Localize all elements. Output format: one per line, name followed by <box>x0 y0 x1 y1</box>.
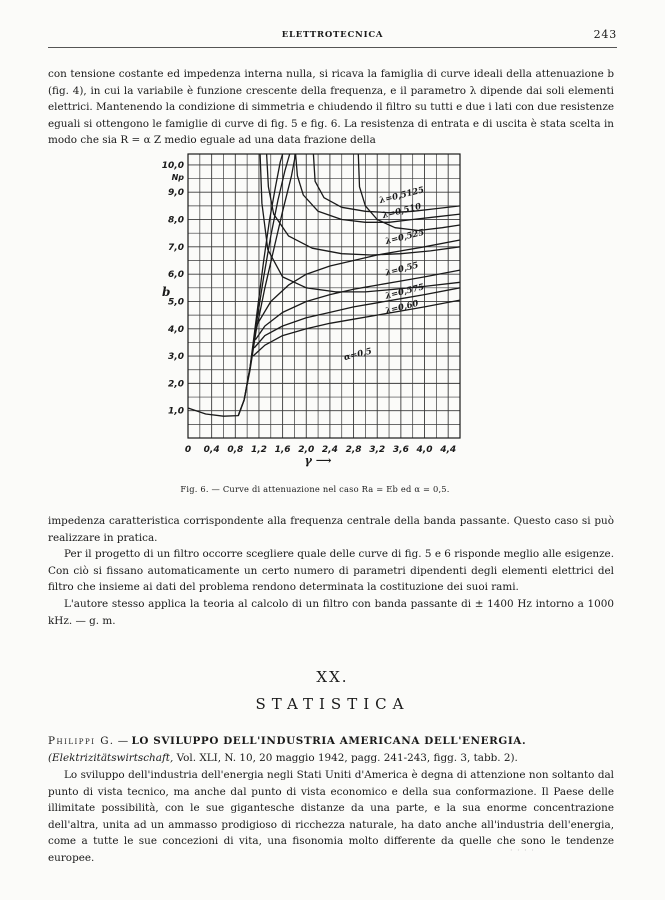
curve-annotation: λ=0,55 <box>384 260 420 279</box>
section-title: STATISTICA <box>255 695 410 713</box>
header-rule <box>48 47 617 48</box>
page-number: 243 <box>593 28 617 41</box>
curve-annotation: λ=0,575 <box>384 282 426 302</box>
y-axis-label: b <box>162 285 171 299</box>
series-curve <box>267 154 460 255</box>
section-number: XX. <box>316 668 349 686</box>
y-tick-label: 9,0 <box>168 188 184 199</box>
y-tick-label: 3,0 <box>168 352 184 363</box>
ink-smudge: · · · · <box>510 846 535 855</box>
series-curve <box>254 288 460 348</box>
y-tick-label: 10,0 <box>161 160 184 171</box>
curve-annotation: λ=0,525 <box>384 227 426 248</box>
paragraph-after-figure-1: impedenza caratteristica corrispondente alla frequenza centrale della banda passante. Questo caso si può realizzare in pratica. <box>48 515 614 544</box>
running-head <box>48 30 617 46</box>
x-tick-label: 2,0 <box>298 445 315 455</box>
top-paragraph: con tensione costante ed impedenza interna nulla, si ricava la famiglia di curve ideali della attenuazione b (fig. 4), in cui la variabile è funzione crescente della frequenza, e il parametro λ dipende dai soli elementi elettrici. Mantenendo la condizione di simmetria e chiudendo il filtro su tutti e due i lati con due resistenze eguali si ottengono le famiglie di curve di fig. 5 e fig. 6. La resistenza di entrata e di uscita è stata scelta in modo che sia R = α Z medio eguale ad una data frazione della <box>48 68 614 147</box>
x-tick-label: 4,0 <box>416 445 433 455</box>
x-tick-label: 1,6 <box>274 445 291 455</box>
paragraph-after-figure-3: L'autore stesso applica la teoria al calcolo di un filtro con banda passante di ± 1400 Hz intorno a 1000 kHz. — g. m. <box>48 598 614 627</box>
article-dash: — <box>114 735 132 747</box>
attenuation-chart <box>150 148 480 478</box>
series-curve <box>260 154 460 292</box>
article-header <box>48 733 614 766</box>
series-curve <box>255 270 460 340</box>
x-tick-label: 0,4 <box>203 445 220 455</box>
curve-annotation: λ=0,5125 <box>378 185 426 207</box>
y-unit-label: Np <box>171 173 184 183</box>
y-tick-label: 2,0 <box>168 379 184 390</box>
series-curve <box>253 300 460 356</box>
curve-annotation: α=0,5 <box>343 346 374 364</box>
y-tick-label: 5,0 <box>168 297 184 308</box>
x-tick-label: 0 <box>184 445 192 455</box>
article-title: LO SVILUPPO DELL'INDUSTRIA AMERICANA DELL'ENERGIA. <box>131 735 527 747</box>
running-title: ELETTROTECNICA <box>281 30 384 40</box>
curve-annotation: λ=0,510 <box>381 201 423 222</box>
paragraph-after-figure-2: Per il progetto di un filtro occorre scegliere quale delle curve di fig. 5 e 6 risponde meglio alle esigenze. Con ciò si fissano automaticamente un certo numero di parametri dipendenti degli elementi elettrici del filtro che insieme ai dati del problema rendono determinata la costituzione dei suoi rami. <box>48 548 614 594</box>
x-tick-label: 2,4 <box>321 445 338 455</box>
x-tick-label: 0,8 <box>227 445 244 455</box>
article-source-details: Vol. XLI, N. 10, 20 maggio 1942, pagg. 241-243, figg. 3, tabb. 2). <box>173 751 518 764</box>
x-tick-label: 4,4 <box>440 445 457 455</box>
y-tick-label: 4,0 <box>168 324 184 335</box>
x-tick-label: 3,6 <box>392 445 409 455</box>
article-author: Philippi G. <box>48 735 115 747</box>
figure-caption: Fig. 6. — Curve di attenuazione nel caso Ra = Eb ed α = 0,5. <box>180 484 450 494</box>
x-tick-label: 2,8 <box>345 445 362 455</box>
series-curve <box>238 154 289 416</box>
y-tick-label: 8,0 <box>168 215 184 226</box>
x-tick-label: 3,2 <box>369 445 386 455</box>
x-tick-label: 1,2 <box>250 445 267 455</box>
article-source-journal: (Elektrizitätswirtschaft, <box>48 751 174 764</box>
y-tick-label: 1,0 <box>168 406 184 417</box>
y-tick-label: 7,0 <box>168 242 184 253</box>
article-body: Lo sviluppo dell'industria dell'energia negli Stati Uniti d'America è degna di attenzione non soltanto dal punto di vista tecnico, ma anche dal punto di vista economico e della sua conformazione. Il Paese delle illimitate possibilità, con le sue gigantesche distanze da una parte, e la sua enorme concentrazione dell'altra, unita ad un ammasso prodigioso di ricchezza naturale, ha dato anche all'industria dell'energia, come a tutte le sue concezioni di vita, una fisonomia molto differente da quelle che sono le tendenze europee. <box>48 769 614 864</box>
y-tick-label: 6,0 <box>168 270 184 281</box>
x-axis-label: γ ⟶ <box>304 454 332 467</box>
series-curve <box>258 240 460 323</box>
curve-annotation: λ=0,60 <box>384 298 420 317</box>
